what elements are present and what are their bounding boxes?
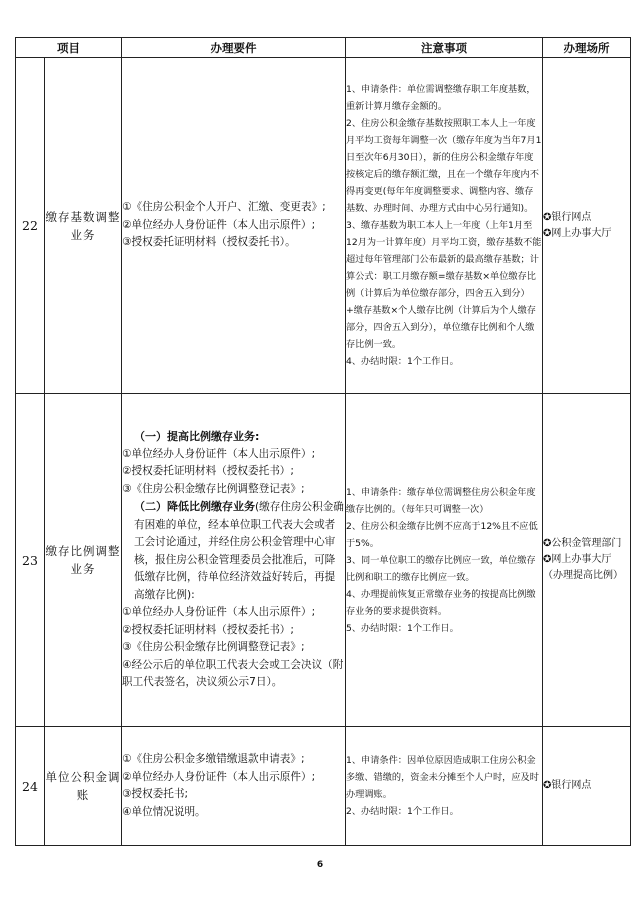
note-line: 5、办结时限：1个工作日。 xyxy=(346,622,459,634)
requirement-line: ②单位经办人身份证件（本人出示原件）; xyxy=(122,770,316,783)
business-table xyxy=(15,37,631,846)
place-line: ✪银行网点 xyxy=(543,211,592,223)
item-name: 缴存比例调整业务 xyxy=(45,394,122,727)
note-line: 3、缴存基数为职工本人上一年度（上年1月至12月为一计算年度）月平均工资，缴存基数不能超过每年管理部门公布最新的最高缴存基数；计算公式：职工月缴存额=缴存基数×单位缴存比例（计算后为单位缴存部分，四舍五入到分）+缴存基数×个人缴存比例（计算后为个人缴存部分，四舍五入到分），单位缴存比例和个人缴存比例一致。 xyxy=(346,220,542,350)
table-row-22 xyxy=(16,58,631,394)
row-number: 23 xyxy=(16,394,45,727)
section-block xyxy=(122,498,345,604)
note-line: 2、住房公积金缴存基数按照职工本人上一年度月平均工资每年调整一次（缴存年度为当年7月1日至次年6月30日），新的住房公积金缴存年度按核定后的缴存额汇缴，且在一个缴存年度内不得再变更(每年年度调整要求、调整内容、缴存基数、办理时间、办理方式由中心另行通知)。 xyxy=(346,118,542,214)
notes-cell xyxy=(346,394,543,727)
requirement-line: ③授权委托书; xyxy=(122,788,189,800)
note-line: 3、同一单位职工的缴存比例应一致，单位缴存比例和职工的缴存比例应一致。 xyxy=(346,554,536,583)
item-name: 缴存基数调整业务 xyxy=(45,58,122,394)
requirements-cell xyxy=(122,394,346,727)
item-name: 单位公积金调账 xyxy=(45,727,122,846)
header-notes: 注意事项 xyxy=(346,38,543,58)
row-number: 22 xyxy=(16,58,45,394)
note-line: 2、办结时限：1个工作日。 xyxy=(346,806,459,817)
section-description: (缴存住房公积金确有困难的单位，经本单位职工代表大会或者工会讨论通过，并经住房公积金管理中心审核，报住房公积金管理委员会批准后，可降低缴存比例，待单位经济效益好转后，再提高缴存比例): xyxy=(134,501,344,601)
requirement-line: ①单位经办人身份证件（本人出示原件）; xyxy=(122,447,316,460)
requirement-line: ②授权委托证明材料（授权委托书）; xyxy=(122,623,294,636)
place-cell xyxy=(543,394,631,727)
note-line: 4、办结时限：1个工作日。 xyxy=(346,356,459,367)
place-line: ✪网上办事大厅 xyxy=(543,227,612,239)
requirement-line: ①单位经办人身份证件（本人出示原件）; xyxy=(122,606,316,619)
note-line: 4、办理提前恢复正常缴存业务的按提高比例缴存业务的要求提供资料。 xyxy=(346,588,536,617)
row-number: 24 xyxy=(16,727,45,846)
requirement-line: ③授权委托证明材料（授权委托书）。 xyxy=(122,236,296,249)
requirement-line: ③《住房公积金缴存比例调整登记表》; xyxy=(122,482,305,495)
note-line: 2、住房公积金缴存比例不应高于12%且不应低于5%。 xyxy=(346,520,538,549)
requirement-line: ①《住房公积金多缴错缴退款申请表》; xyxy=(122,753,305,765)
place-line: ✪网上办事大厅（办理提高比例） xyxy=(543,554,623,581)
requirements-cell xyxy=(122,58,346,394)
notes-cell xyxy=(346,727,543,846)
place-cell xyxy=(543,727,631,846)
notes-cell xyxy=(346,58,543,394)
place-cell xyxy=(543,58,631,394)
header-place: 办理场所 xyxy=(543,38,631,58)
section-title: （二）降低比例缴存业务 xyxy=(134,500,255,514)
requirement-line: ④经公示后的单位职工代表大会或工会决议（附职工代表签名，决议须公示7日）。 xyxy=(122,658,344,689)
requirement-line: ②单位经办人身份证件（本人出示原件）; xyxy=(122,218,316,231)
header-requirements: 办理要件 xyxy=(122,38,346,58)
place-line: ✪公积金管理部门 xyxy=(543,538,622,549)
requirement-line: ②授权委托证明材料（授权委托书）; xyxy=(122,465,294,478)
section-title: （一）提高比例缴存业务: xyxy=(134,430,260,444)
note-line: 1、申请条件：单位需调整缴存职工年度基数，重新计算月缴存金额的。 xyxy=(346,84,536,112)
requirement-line: ①《住房公积金个人开户、汇缴、变更表》; xyxy=(122,201,326,214)
page-number: 6 xyxy=(316,860,324,870)
place-line: ✪银行网点 xyxy=(543,780,592,791)
note-line: 1、申请条件：因单位原因造成职工住房公积金多缴、错缴的，资金未分摊至个人户时，应及时办理调账。 xyxy=(346,755,539,800)
note-line: 1、申请条件：缴存单位需调整住房公积金年度缴存比例的。（每年只可调整一次） xyxy=(346,486,536,515)
header-item: 项目 xyxy=(16,38,122,58)
table-row-23 xyxy=(16,394,631,727)
requirement-line: ④单位情况说明。 xyxy=(122,805,206,818)
requirement-line: ③《住房公积金缴存比例调整登记表》; xyxy=(122,641,305,654)
table-header-row xyxy=(16,38,631,58)
requirements-cell xyxy=(122,727,346,846)
table-row-24 xyxy=(16,727,631,846)
